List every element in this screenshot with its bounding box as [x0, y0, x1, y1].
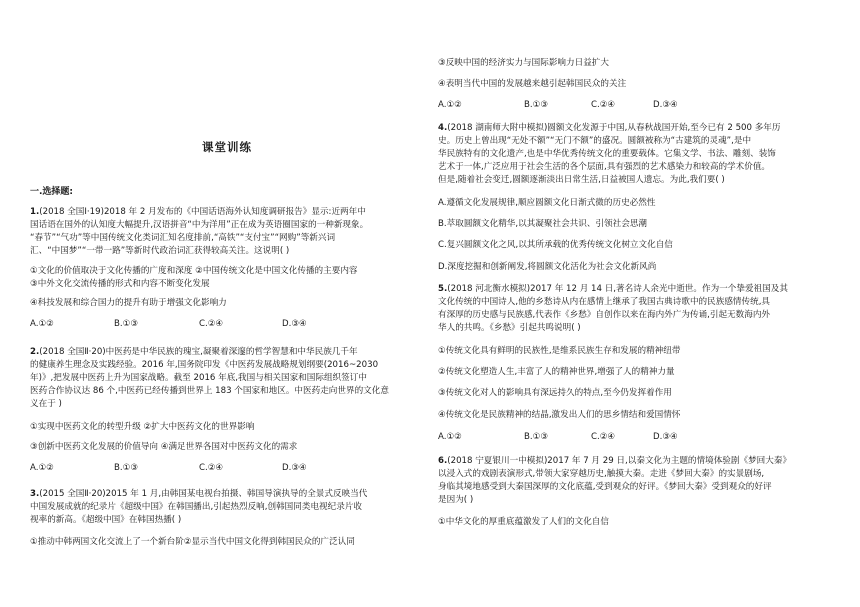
option-c[interactable]: C.②④	[199, 319, 224, 329]
option-b[interactable]: B.①③	[524, 100, 549, 110]
question-3-line-3: 视率的新高。《超级中国》在韩国热播( )	[30, 515, 182, 525]
question-3-statement-3: ③反映中国的经济实力与国际影响力日益扩大	[438, 58, 609, 68]
section-heading: 一.选择题:	[30, 187, 74, 197]
question-4-option-a[interactable]: A.遵循文化发展规律,顺应圆额文化日渐式微的历史必然性	[438, 198, 656, 208]
question-2-line-5: 义在于 )	[30, 399, 62, 409]
question-3-line-1: 3.(2015 全国Ⅱ·20)2015 年 1 月,由韩国某电视台拍摄、韩国导演执导的全景式反映当代	[30, 489, 368, 499]
question-4-line-5: 但是,随着社会变迁,圆额逐渐淡出日常生活,日益被国人遗忘。为此,我们要( )	[438, 175, 725, 185]
question-1-statement-2: ③中外文化交流传播的形式和内容不断变化发展	[30, 279, 210, 289]
question-6-line-4: 是因为( )	[438, 495, 474, 505]
question-5-statement-2: ②传统文化塑造人生,丰富了人的精神世界,增强了人的精神力量	[438, 367, 675, 377]
option-a[interactable]: A.①②	[30, 463, 54, 473]
option-d[interactable]: D.③④	[653, 100, 678, 110]
option-a[interactable]: A.①②	[30, 319, 54, 329]
question-1-line-2: 国话语在国外的认知度大幅提升,汉语拼音“中为洋用”正在成为英语圈国家的一种新现象。	[30, 220, 369, 230]
question-4-option-b[interactable]: B.萃取圆额文化精华,以其凝聚社会共识、引领社会思潮	[438, 219, 648, 229]
option-b[interactable]: B.①③	[524, 432, 549, 442]
question-5-number: 5.	[438, 284, 448, 294]
question-2-number: 2.	[30, 347, 40, 357]
option-d[interactable]: D.③④	[282, 319, 307, 329]
question-6-line-2: 以浸入式的戏剧表演形式,带领大家穿越历史,触摸大秦。走进《梦回大秦》的实景剧场,	[438, 469, 765, 479]
question-2-line-1: 2.(2018 全国Ⅱ·20)中医药是中华民族的瑰宝,凝聚着深邃的哲学智慧和中华民族几千年	[30, 347, 358, 357]
question-5-line-4: 华人的共鸣。《乡愁》引起共鸣说明( )	[438, 323, 581, 333]
question-6-statement-1: ①中华文化的厚重底蕴激发了人们的文化自信	[438, 517, 609, 527]
question-2-line-4: 医药合作协议达 86 个,中医药已经传播到世界上 183 个国家和地区。中医药走向世界的文化意	[30, 386, 389, 396]
question-4-line-1: 4.(2018 湖南师大附中模拟)圆额文化发源于中国,从春秋战国开始,至今已有 2 500 多年历	[438, 123, 781, 133]
question-5-line-1: 5.(2018 河北衡水模拟)2017 年 12 月 14 日,著名诗人余光中逝世。作为一个挚爱祖国及其	[438, 284, 788, 294]
option-a[interactable]: A.①②	[438, 100, 462, 110]
option-d[interactable]: D.③④	[653, 432, 678, 442]
question-3-statement-4: ④表明当代中国的发展越来越引起韩国民众的关注	[438, 79, 627, 89]
question-5-statement-1: ①传统文化具有鲜明的民族性,是维系民族生存和发展的精神纽带	[438, 346, 681, 356]
question-1-line-1: 1.(2018 全国Ⅰ·19)2018 年 2 月发布的《中国话语海外认知度调研报告》显示:近两年中	[30, 207, 366, 217]
question-3-statement-1: ①推动中韩两国文化交流上了一个新台阶②显示当代中国文化得到韩国民众的广泛认同	[30, 537, 355, 547]
question-1-statement-3: ④科技发展和综合国力的提升有助于增强文化影响力	[30, 298, 227, 308]
page-title: 课堂训练	[202, 140, 252, 154]
question-2-statement-1: ①实现中医药文化的转型升级 ②扩大中医药文化的世界影响	[30, 422, 255, 432]
option-c[interactable]: C.②④	[199, 463, 224, 473]
question-4-option-c[interactable]: C.复兴圆额文化之风,以其所承载的优秀传统文化树立文化自信	[438, 240, 673, 250]
question-4-option-d[interactable]: D.深度挖掘和创新阐发,将圆额文化活化为社会文化新风尚	[438, 262, 657, 272]
option-a[interactable]: A.①②	[438, 432, 462, 442]
question-4-line-4: 艺术于一体,广泛应用于社会生活的各个层面,具有强烈的艺术感染力和较高的学术价值。	[438, 162, 771, 172]
question-6-line-3: 身临其境地感受到大秦国深厚的文化底蕴,受到观众的好评。《梦回大秦》受到观众的好评	[438, 482, 772, 492]
question-3-number: 3.	[30, 489, 40, 499]
option-d[interactable]: D.③④	[282, 463, 307, 473]
question-4-number: 4.	[438, 123, 448, 133]
question-5-line-2: 文化传统的中国诗人,他的乡愁诗从内在感情上继承了我国古典诗歌中的民族感情传统,具	[438, 297, 771, 307]
question-1-line-4: 汇、“中国梦”“一带一路”等新时代政治词汇获得较高关注。这说明( )	[30, 246, 290, 256]
option-c[interactable]: C.②④	[591, 100, 616, 110]
question-5-statement-3: ③传统文化对人的影响具有深远持久的特点,至今仍发挥着作用	[438, 388, 672, 398]
option-c[interactable]: C.②④	[591, 432, 616, 442]
question-3-line-2: 中国发展成就的纪录片《超级中国》在韩国播出,引起热烈反响,创韩国同类电视纪录片收	[30, 502, 363, 512]
question-2-line-3: 年)》,把发展中医药上升为国家战略。截至 2016 年底,我国与相关国家和国际组织签订中	[30, 373, 367, 383]
question-1-statement-1: ①文化的价值取决于文化传播的广度和深度 ②中国传统文化是中国文化传播的主要内容	[30, 266, 358, 276]
question-5-statement-4: ④传统文化是民族精神的结晶,激发出人们的思乡情结和爱国情怀	[438, 410, 681, 420]
question-1-line-3: “春节”“气功”等中国传统文化类词汇知名度排前,“高铁”“支付宝”“网购”等新兴词	[30, 233, 336, 243]
question-6-number: 6.	[438, 456, 448, 466]
option-b[interactable]: B.①③	[114, 319, 139, 329]
option-b[interactable]: B.①③	[114, 463, 139, 473]
question-4-line-2: 史。历史上曾出现“无处不额”“无门不额”的盛况。圆额被称为“古建筑的灵魂”,是中	[438, 136, 752, 146]
question-1-number: 1.	[30, 207, 40, 217]
question-2-statement-2: ③创新中医药文化发展的价值导向 ④满足世界各国对中医药文化的需求	[30, 442, 298, 452]
question-4-line-3: 华民族特有的文化遗产,也是中华优秀传统文化的重要载体。它集文学、书法、雕刻、装饰	[438, 149, 776, 159]
question-6-line-1: 6.(2018 宁夏银川一中模拟)2017 年 7 月 29 日,以秦文化为主题的情境体验剧《梦回大秦》	[438, 456, 792, 466]
question-5-line-3: 有深厚的历史感与民族感,代表作《乡愁》自创作以来在海内外广为传诵,引起无数海内外	[438, 310, 771, 320]
question-2-line-2: 的健康养生理念及实践经验。2016 年,国务院印发《中医药发展战略规划纲要(2016~2030	[30, 360, 379, 370]
